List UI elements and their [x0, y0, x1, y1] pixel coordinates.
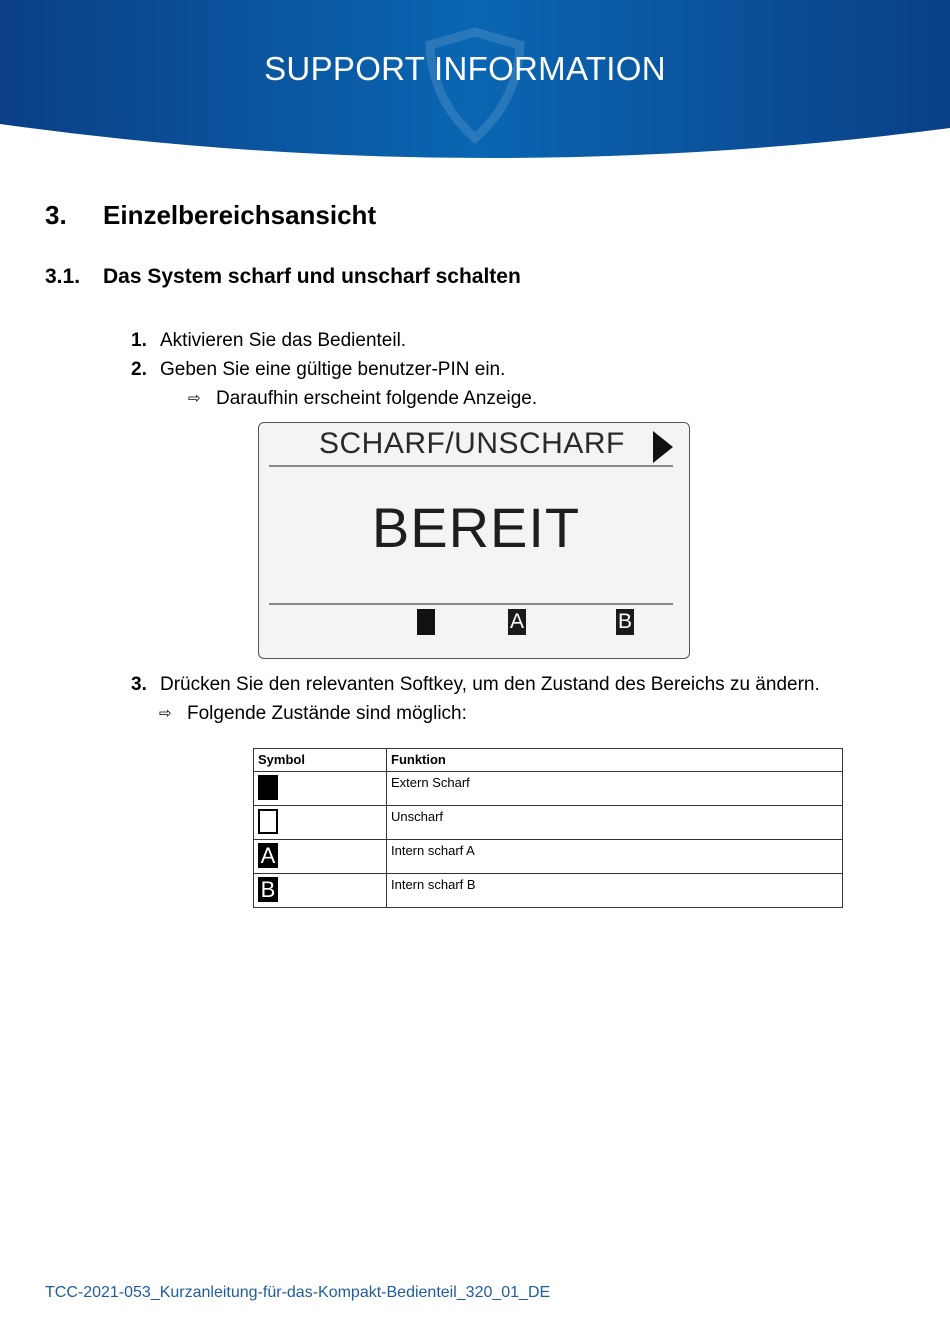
footer-document-id: TCC-2021-053_Kurzanleitung-für-das-Kompakt-Bedienteil_320_01_DE — [45, 1284, 551, 1301]
result-text: Daraufhin erscheint folgende Anzeige. — [216, 388, 538, 409]
display-title: SCHARF/UNSCHARF — [319, 427, 625, 460]
step-text: Geben Sie eine gültige benutzer-PIN ein. — [160, 359, 506, 380]
section-heading — [45, 200, 376, 231]
function-cell: Extern Scharf — [387, 772, 843, 806]
header-title: SUPPORT INFORMATION — [264, 50, 666, 87]
letter-b-icon: B — [258, 877, 278, 902]
function-cell: Intern scharf B — [387, 874, 843, 908]
function-cell: Unscharf — [387, 806, 843, 840]
table-row — [254, 806, 843, 840]
section-title: Einzelbereichsansicht — [103, 200, 377, 230]
symbol-cell — [254, 772, 387, 806]
function-cell: Intern scharf A — [387, 840, 843, 874]
subsection-heading — [45, 265, 521, 289]
display-status: BEREIT — [371, 496, 581, 559]
empty-square-icon — [258, 809, 278, 834]
symbol-cell — [254, 806, 387, 840]
column-header-function: Funktion — [387, 749, 843, 772]
step-number: 1. — [131, 330, 147, 351]
step-2-result — [188, 388, 537, 410]
column-header-symbol: Symbol — [254, 749, 387, 772]
symbol-cell — [254, 840, 387, 874]
step-2 — [131, 359, 505, 381]
symbol-cell — [254, 874, 387, 908]
keypad-display — [258, 422, 690, 659]
step-3 — [131, 674, 820, 696]
subsection-number: 3.1. — [45, 265, 81, 288]
step-1 — [131, 330, 406, 352]
filled-square-icon — [258, 775, 278, 800]
subsection-title: Das System scharf und unscharf schalten — [103, 265, 521, 288]
letter-a-icon: A — [258, 843, 278, 868]
result-arrow-icon: ⇨ — [188, 390, 201, 407]
step-text: Aktivieren Sie das Bedienteil. — [160, 330, 407, 351]
table-row — [254, 840, 843, 874]
section-number: 3. — [45, 200, 67, 230]
result-text: Folgende Zustände sind möglich: — [187, 703, 467, 724]
step-number: 2. — [131, 359, 147, 380]
table-row — [254, 874, 843, 908]
softkey-a-icon: A — [509, 610, 524, 633]
display-divider-top — [269, 465, 673, 467]
step-number: 3. — [131, 674, 147, 695]
table-row — [254, 772, 843, 806]
play-arrow-icon — [651, 429, 675, 465]
result-arrow-icon: ⇨ — [159, 705, 172, 722]
step-3-result — [159, 703, 467, 725]
table-header-row — [254, 749, 843, 772]
softkey-b-icon: B — [617, 610, 632, 633]
softkey-filled-square-icon — [417, 609, 435, 635]
page-header — [0, 0, 950, 165]
step-text: Drücken Sie den relevanten Softkey, um den Zustand des Bereichs zu ändern. — [160, 674, 820, 695]
display-divider-bottom — [269, 603, 673, 605]
symbol-table — [253, 748, 843, 908]
